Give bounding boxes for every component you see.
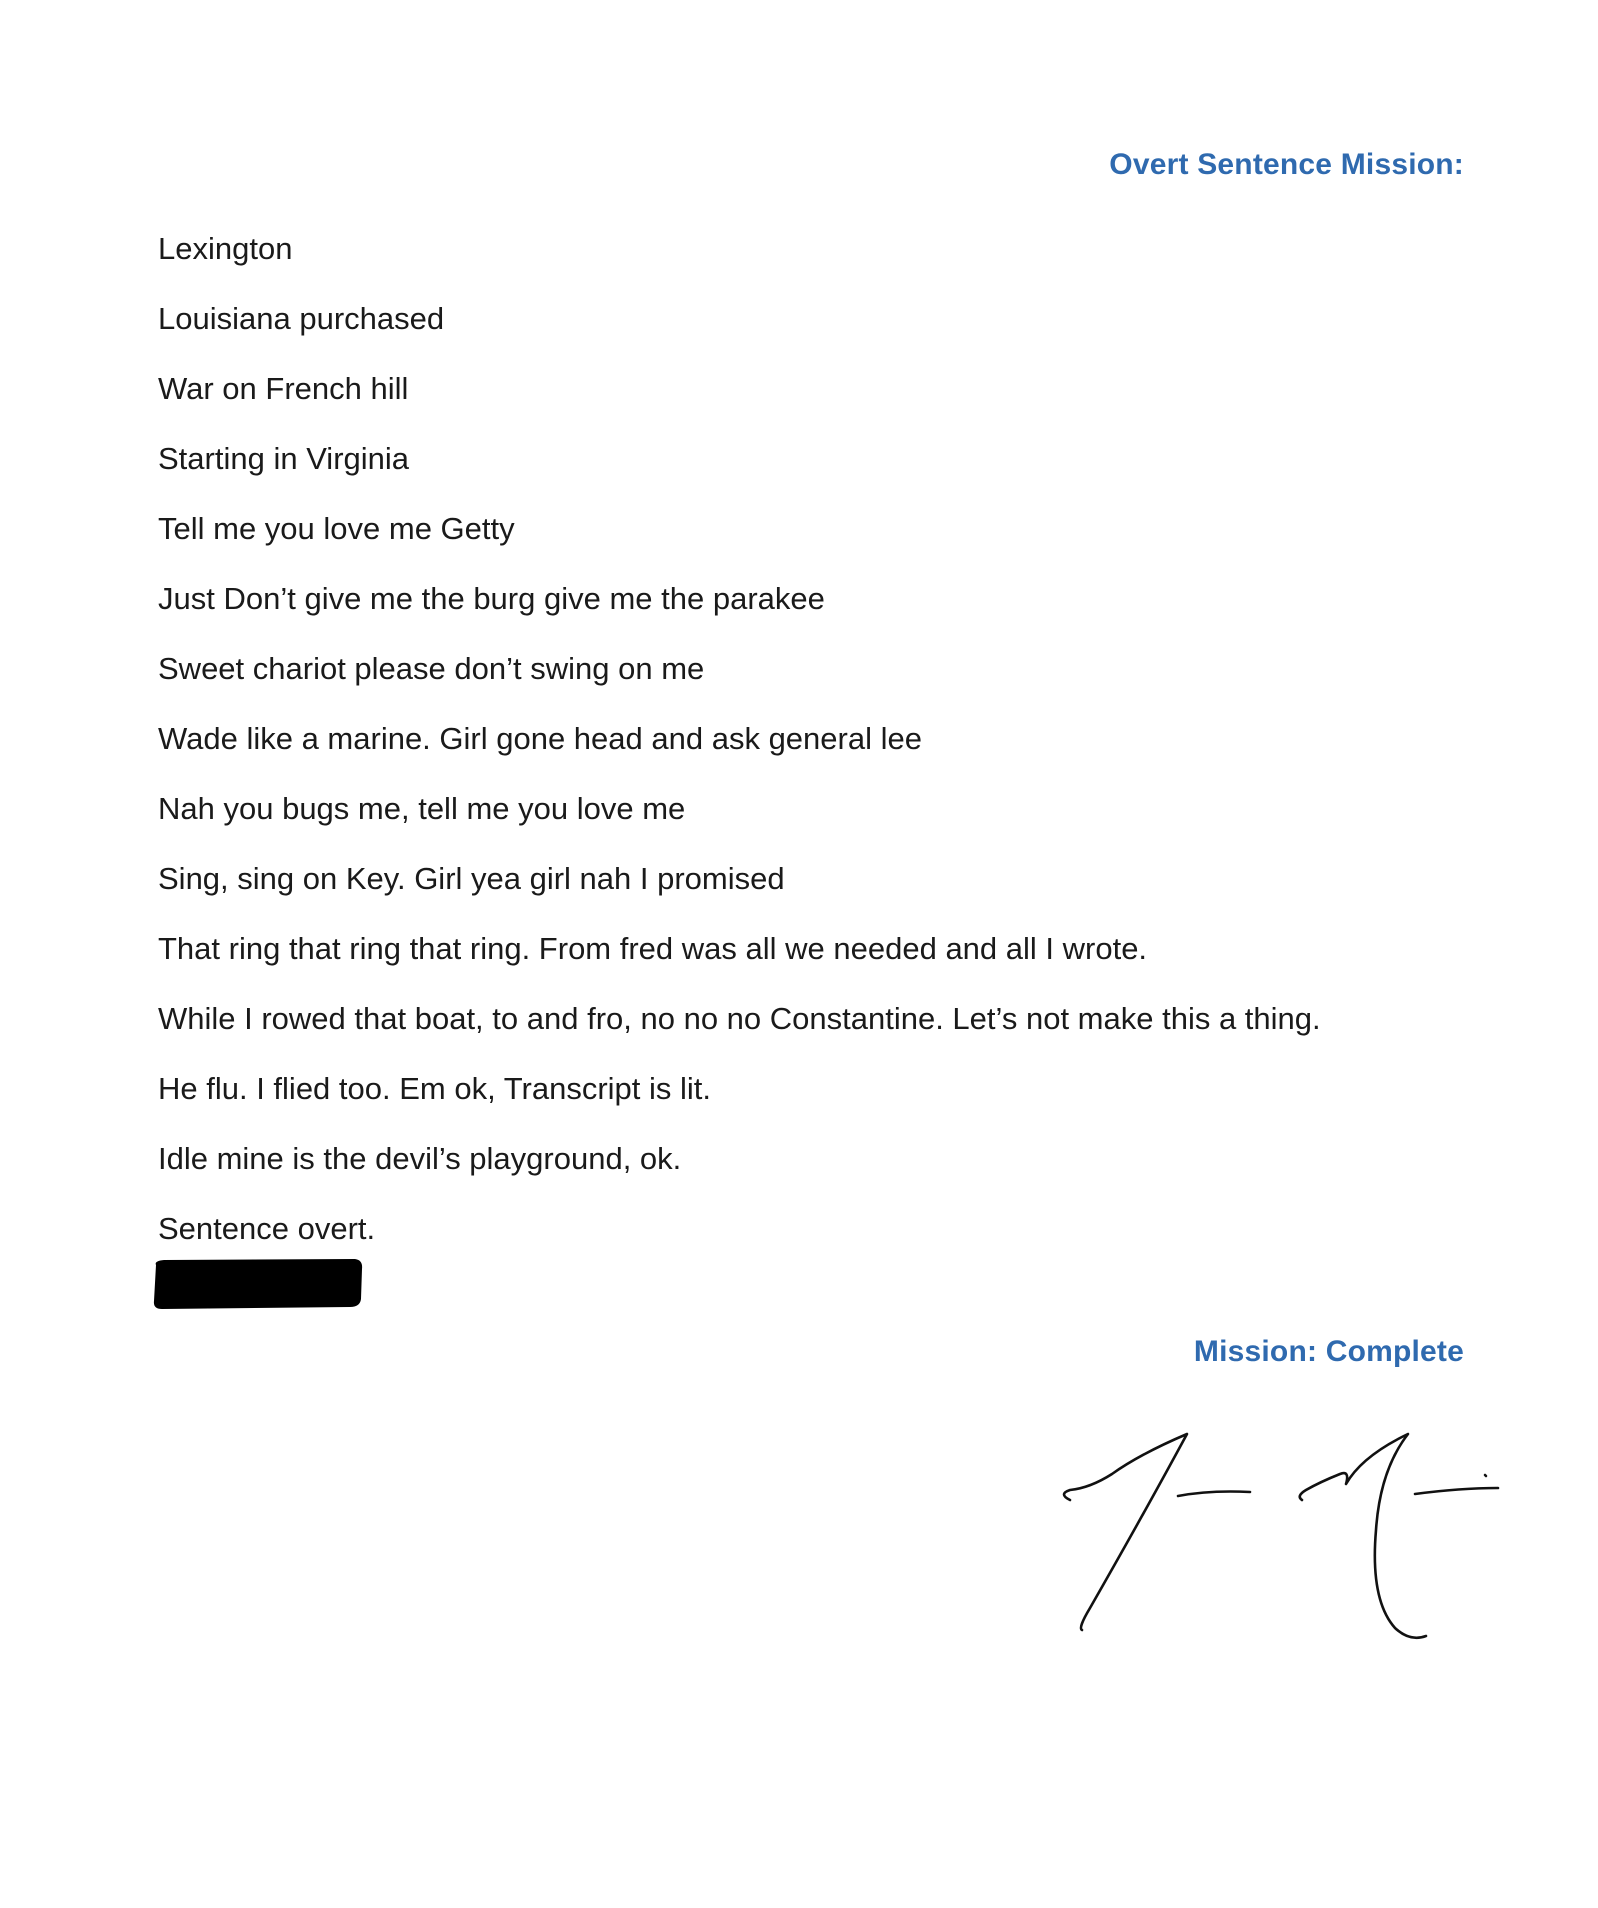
signature-icon xyxy=(1050,1430,1550,1650)
text-line: Tell me you love me Getty xyxy=(158,511,515,546)
text-line: Sentence overt. xyxy=(158,1211,376,1246)
document-title: Overt Sentence Mission: xyxy=(1109,148,1464,181)
text-line: That ring that ring that ring. From fred was all we needed and all I wrote. xyxy=(158,931,1148,966)
text-lines xyxy=(158,214,1321,1264)
text-line: While I rowed that boat, to and fro, no no no Constantine. Let’s not make this a thing. xyxy=(158,1001,1321,1036)
text-line: Wade like a marine. Girl gone head and ask general lee xyxy=(158,721,922,756)
text-line: War on French hill xyxy=(158,371,409,406)
text-line: Sing, sing on Key. Girl yea girl nah I promised xyxy=(158,861,785,896)
text-line: Idle mine is the devil’s playground, ok. xyxy=(158,1141,682,1176)
redaction-bar-icon xyxy=(150,1257,365,1311)
text-line: Nah you bugs me, tell me you love me xyxy=(158,791,686,826)
text-line: He flu. I flied too. Em ok, Transcript is lit. xyxy=(158,1071,712,1106)
mission-status: Mission: Complete xyxy=(1193,1335,1464,1368)
text-line: Louisiana purchased xyxy=(158,301,445,336)
text-line: Starting in Virginia xyxy=(158,441,410,476)
text-line: Sweet chariot please don’t swing on me xyxy=(158,651,705,686)
text-line: Lexington xyxy=(158,231,293,266)
text-line: Just Don’t give me the burg give me the parakee xyxy=(158,581,825,616)
